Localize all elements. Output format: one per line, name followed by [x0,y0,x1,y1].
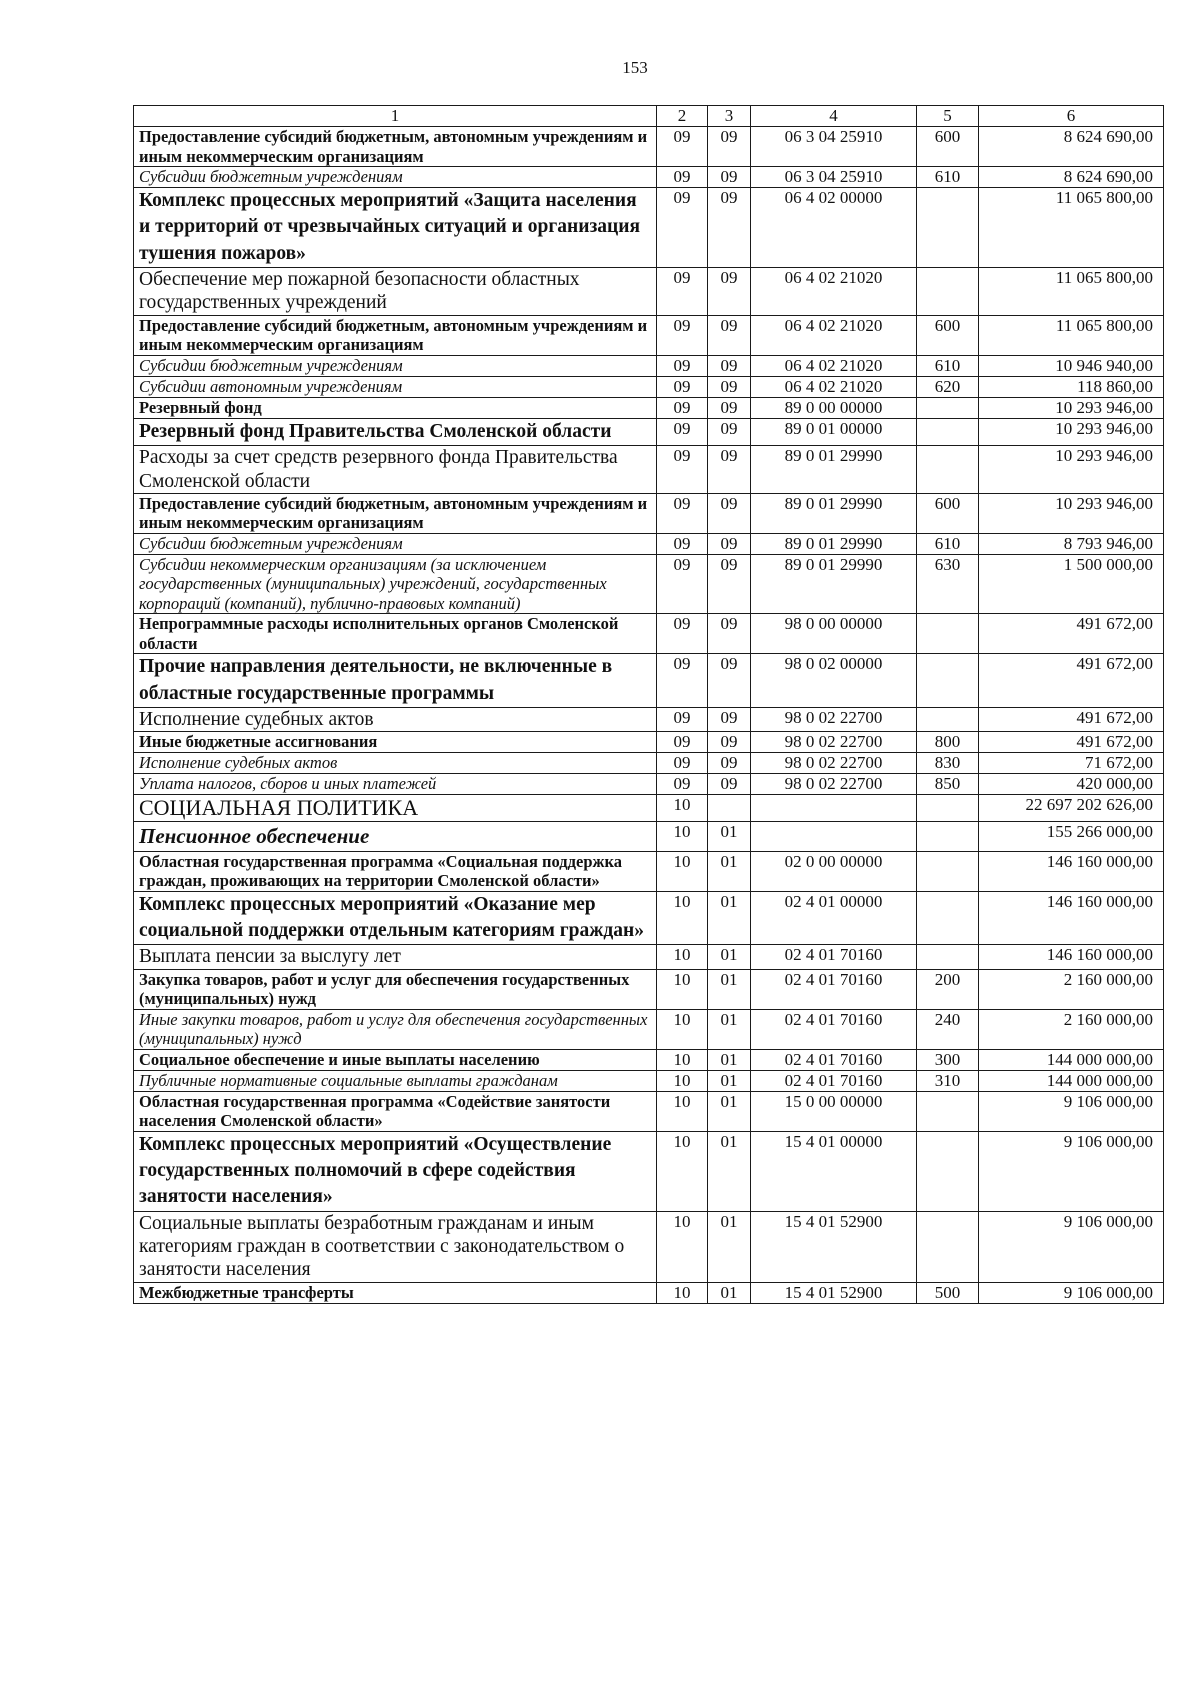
header-col-2: 2 [657,106,708,127]
cell-name: Комплекс процессных мероприятий «Осуществление государственных полномочий в сфере содействия занятости населения» [134,1131,657,1211]
cell-section: 09 [657,707,708,731]
cell-section: 09 [657,732,708,753]
cell-amount: 8 624 690,00 [979,166,1164,187]
cell-expense-type: 610 [917,355,979,376]
budget-table-body [134,106,1164,1304]
cell-section: 10 [657,945,708,969]
cell-section: 10 [657,891,708,945]
cell-subsection: 01 [708,1070,751,1091]
cell-target-article: 98 0 00 00000 [751,614,917,654]
cell-section: 10 [657,969,708,1009]
cell-section: 10 [657,822,708,851]
cell-target-article: 06 3 04 25910 [751,127,917,167]
cell-target-article: 15 0 00 00000 [751,1091,917,1131]
cell-name: Исполнение судебных актов [134,753,657,774]
cell-section: 09 [657,753,708,774]
table-row [134,891,1164,945]
cell-subsection: 09 [708,355,751,376]
cell-target-article: 02 4 01 70160 [751,969,917,1009]
cell-section: 10 [657,1009,708,1049]
table-row [134,1131,1164,1211]
table-row [134,1282,1164,1303]
cell-section: 09 [657,654,708,708]
cell-target-article: 98 0 02 22700 [751,753,917,774]
cell-subsection: 01 [708,969,751,1009]
cell-expense-type [917,822,979,851]
cell-amount: 2 160 000,00 [979,969,1164,1009]
cell-subsection: 01 [708,1211,751,1282]
cell-subsection: 01 [708,851,751,891]
table-row [134,753,1164,774]
table-row [134,1009,1164,1049]
table-row [134,446,1164,494]
cell-section: 10 [657,851,708,891]
cell-expense-type: 850 [917,774,979,795]
cell-name: Прочие направления деятельности, не включенные в областные государственные программы [134,654,657,708]
table-row [134,267,1164,315]
cell-subsection: 09 [708,707,751,731]
cell-target-article: 98 0 02 22700 [751,774,917,795]
cell-subsection: 09 [708,127,751,167]
cell-expense-type: 600 [917,315,979,355]
cell-name: Областная государственная программа «Содействие занятости населения Смоленской области» [134,1091,657,1131]
budget-table [133,105,1164,1304]
cell-subsection: 01 [708,1009,751,1049]
table-row [134,969,1164,1009]
cell-target-article: 06 4 02 21020 [751,355,917,376]
cell-expense-type [917,654,979,708]
cell-expense-type [917,795,979,822]
cell-expense-type: 630 [917,554,979,613]
cell-amount: 8 793 946,00 [979,533,1164,554]
cell-subsection: 01 [708,822,751,851]
cell-amount: 144 000 000,00 [979,1070,1164,1091]
cell-subsection: 01 [708,891,751,945]
table-row [134,774,1164,795]
cell-name: СОЦИАЛЬНАЯ ПОЛИТИКА [134,795,657,822]
cell-amount: 491 672,00 [979,654,1164,708]
cell-target-article: 02 4 01 70160 [751,1049,917,1070]
cell-name: Комплекс процессных мероприятий «Оказание мер социальной поддержки отдельным категориям граждан» [134,891,657,945]
cell-section: 09 [657,446,708,494]
cell-subsection: 09 [708,732,751,753]
table-row [134,1070,1164,1091]
table-row [134,355,1164,376]
cell-subsection: 09 [708,166,751,187]
cell-name: Субсидии некоммерческим организациям (за исключением государственных (муниципальных) учреждений, государственных корпораций (компаний), публично-правовых компаний) [134,554,657,613]
table-row [134,127,1164,167]
header-col-5: 5 [917,106,979,127]
table-row [134,851,1164,891]
table-row [134,493,1164,533]
cell-subsection: 09 [708,397,751,418]
table-row [134,945,1164,969]
cell-subsection: 01 [708,945,751,969]
cell-expense-type: 310 [917,1070,979,1091]
cell-target-article: 06 4 02 21020 [751,376,917,397]
table-row [134,188,1164,268]
table-row [134,166,1164,187]
cell-expense-type: 500 [917,1282,979,1303]
table-header-row [134,106,1164,127]
cell-expense-type [917,1131,979,1211]
cell-name: Резервный фонд [134,397,657,418]
cell-subsection: 09 [708,614,751,654]
cell-expense-type [917,945,979,969]
cell-section: 10 [657,1070,708,1091]
cell-target-article: 06 4 02 21020 [751,267,917,315]
cell-name: Обеспечение мер пожарной безопасности областных государственных учреждений [134,267,657,315]
cell-section: 09 [657,774,708,795]
cell-expense-type [917,188,979,268]
cell-name: Расходы за счет средств резервного фонда Правительства Смоленской области [134,446,657,494]
cell-section: 10 [657,1211,708,1282]
cell-section: 10 [657,1049,708,1070]
cell-subsection: 09 [708,267,751,315]
cell-expense-type: 300 [917,1049,979,1070]
cell-subsection: 09 [708,753,751,774]
table-row [134,1091,1164,1131]
cell-amount: 10 293 946,00 [979,418,1164,445]
cell-expense-type: 240 [917,1009,979,1049]
cell-amount: 9 106 000,00 [979,1091,1164,1131]
cell-section: 09 [657,614,708,654]
cell-amount: 146 160 000,00 [979,891,1164,945]
cell-section: 09 [657,397,708,418]
cell-target-article: 02 4 01 00000 [751,891,917,945]
cell-target-article: 06 4 02 21020 [751,315,917,355]
table-row [134,418,1164,445]
table-row [134,397,1164,418]
cell-amount: 155 266 000,00 [979,822,1164,851]
cell-name: Закупка товаров, работ и услуг для обеспечения государственных (муниципальных) нужд [134,969,657,1009]
cell-subsection: 09 [708,554,751,613]
cell-target-article: 98 0 02 22700 [751,707,917,731]
cell-expense-type [917,851,979,891]
table-row [134,1049,1164,1070]
cell-target-article: 02 4 01 70160 [751,945,917,969]
cell-amount: 9 106 000,00 [979,1131,1164,1211]
cell-subsection: 09 [708,774,751,795]
cell-target-article: 02 4 01 70160 [751,1009,917,1049]
cell-expense-type [917,397,979,418]
cell-section: 10 [657,1131,708,1211]
cell-name: Социальное обеспечение и иные выплаты населению [134,1049,657,1070]
cell-expense-type: 620 [917,376,979,397]
cell-subsection: 01 [708,1049,751,1070]
cell-section: 09 [657,355,708,376]
cell-section: 09 [657,188,708,268]
cell-target-article: 02 0 00 00000 [751,851,917,891]
cell-section: 09 [657,166,708,187]
cell-subsection: 09 [708,315,751,355]
cell-amount: 144 000 000,00 [979,1049,1164,1070]
cell-name: Межбюджетные трансферты [134,1282,657,1303]
cell-section: 09 [657,315,708,355]
table-row [134,554,1164,613]
cell-amount: 71 672,00 [979,753,1164,774]
table-row [134,614,1164,654]
cell-expense-type [917,891,979,945]
cell-amount: 11 065 800,00 [979,188,1164,268]
cell-target-article: 98 0 02 22700 [751,732,917,753]
cell-expense-type [917,614,979,654]
cell-expense-type: 610 [917,533,979,554]
table-row [134,1211,1164,1282]
cell-target-article: 89 0 01 29990 [751,446,917,494]
cell-expense-type [917,446,979,494]
cell-subsection: 09 [708,188,751,268]
cell-name: Предоставление субсидий бюджетным, автономным учреждениям и иным некоммерческим организациям [134,493,657,533]
cell-name: Исполнение судебных актов [134,707,657,731]
cell-expense-type: 610 [917,166,979,187]
table-row [134,795,1164,822]
cell-target-article: 89 0 01 29990 [751,554,917,613]
page-number: 153 [622,58,648,77]
table-row [134,654,1164,708]
cell-name: Иные бюджетные ассигнования [134,732,657,753]
header-col-3: 3 [708,106,751,127]
cell-target-article: 15 4 01 52900 [751,1282,917,1303]
cell-section: 09 [657,493,708,533]
cell-amount: 11 065 800,00 [979,267,1164,315]
cell-name: Субсидии автономным учреждениям [134,376,657,397]
cell-expense-type: 600 [917,127,979,167]
header-col-4: 4 [751,106,917,127]
table-row [134,822,1164,851]
cell-amount: 146 160 000,00 [979,945,1164,969]
cell-target-article [751,822,917,851]
cell-expense-type: 800 [917,732,979,753]
cell-expense-type: 830 [917,753,979,774]
cell-section: 10 [657,1091,708,1131]
cell-amount: 22 697 202 626,00 [979,795,1164,822]
cell-expense-type [917,707,979,731]
cell-amount: 10 293 946,00 [979,446,1164,494]
cell-name: Предоставление субсидий бюджетным, автономным учреждениям и иным некоммерческим организациям [134,127,657,167]
cell-section: 09 [657,554,708,613]
cell-section: 10 [657,795,708,822]
cell-amount: 118 860,00 [979,376,1164,397]
cell-section: 09 [657,267,708,315]
cell-expense-type [917,1211,979,1282]
header-col-1: 1 [134,106,657,127]
cell-target-article [751,795,917,822]
cell-subsection: 01 [708,1131,751,1211]
cell-name: Иные закупки товаров, работ и услуг для обеспечения государственных (муниципальных) нужд [134,1009,657,1049]
cell-amount: 2 160 000,00 [979,1009,1164,1049]
cell-expense-type [917,267,979,315]
cell-subsection: 09 [708,446,751,494]
cell-section: 09 [657,127,708,167]
cell-section: 09 [657,533,708,554]
cell-subsection: 01 [708,1091,751,1131]
cell-name: Предоставление субсидий бюджетным, автономным учреждениям и иным некоммерческим организациям [134,315,657,355]
cell-amount: 491 672,00 [979,707,1164,731]
cell-amount: 1 500 000,00 [979,554,1164,613]
cell-subsection: 09 [708,533,751,554]
cell-name: Уплата налогов, сборов и иных платежей [134,774,657,795]
cell-subsection: 09 [708,654,751,708]
cell-name: Субсидии бюджетным учреждениям [134,533,657,554]
cell-name: Субсидии бюджетным учреждениям [134,355,657,376]
cell-subsection: 09 [708,376,751,397]
cell-amount: 10 293 946,00 [979,397,1164,418]
cell-target-article: 89 0 00 00000 [751,397,917,418]
cell-expense-type: 200 [917,969,979,1009]
cell-target-article: 98 0 02 00000 [751,654,917,708]
cell-expense-type: 600 [917,493,979,533]
cell-amount: 10 946 940,00 [979,355,1164,376]
cell-section: 09 [657,376,708,397]
cell-name: Комплекс процессных мероприятий «Защита населения и территорий от чрезвычайных ситуаций и организация тушения пожаров» [134,188,657,268]
cell-target-article: 89 0 01 29990 [751,533,917,554]
table-row [134,376,1164,397]
cell-name: Субсидии бюджетным учреждениям [134,166,657,187]
table-row [134,732,1164,753]
cell-name: Пенсионное обеспечение [134,822,657,851]
cell-subsection: 09 [708,418,751,445]
cell-amount: 11 065 800,00 [979,315,1164,355]
cell-expense-type [917,1091,979,1131]
table-row [134,533,1164,554]
cell-target-article: 15 4 01 52900 [751,1211,917,1282]
cell-amount: 146 160 000,00 [979,851,1164,891]
cell-section: 09 [657,418,708,445]
cell-amount: 9 106 000,00 [979,1211,1164,1282]
cell-section: 10 [657,1282,708,1303]
cell-target-article: 06 4 02 00000 [751,188,917,268]
cell-amount: 9 106 000,00 [979,1282,1164,1303]
cell-target-article: 89 0 01 00000 [751,418,917,445]
cell-name: Социальные выплаты безработным гражданам и иным категориям граждан в соответствии с законодательством о занятости населения [134,1211,657,1282]
cell-expense-type [917,418,979,445]
cell-name: Непрограммные расходы исполнительных органов Смоленской области [134,614,657,654]
cell-subsection: 01 [708,1282,751,1303]
table-row [134,315,1164,355]
cell-amount: 491 672,00 [979,732,1164,753]
cell-target-article: 02 4 01 70160 [751,1070,917,1091]
cell-amount: 8 624 690,00 [979,127,1164,167]
cell-amount: 420 000,00 [979,774,1164,795]
cell-name: Областная государственная программа «Социальная поддержка граждан, проживающих на территории Смоленской области» [134,851,657,891]
cell-target-article: 06 3 04 25910 [751,166,917,187]
cell-target-article: 89 0 01 29990 [751,493,917,533]
cell-name: Публичные нормативные социальные выплаты гражданам [134,1070,657,1091]
cell-target-article: 15 4 01 00000 [751,1131,917,1211]
cell-subsection [708,795,751,822]
cell-name: Выплата пенсии за выслугу лет [134,945,657,969]
cell-name: Резервный фонд Правительства Смоленской области [134,418,657,445]
header-col-6: 6 [979,106,1164,127]
table-row [134,707,1164,731]
cell-amount: 10 293 946,00 [979,493,1164,533]
cell-amount: 491 672,00 [979,614,1164,654]
cell-subsection: 09 [708,493,751,533]
